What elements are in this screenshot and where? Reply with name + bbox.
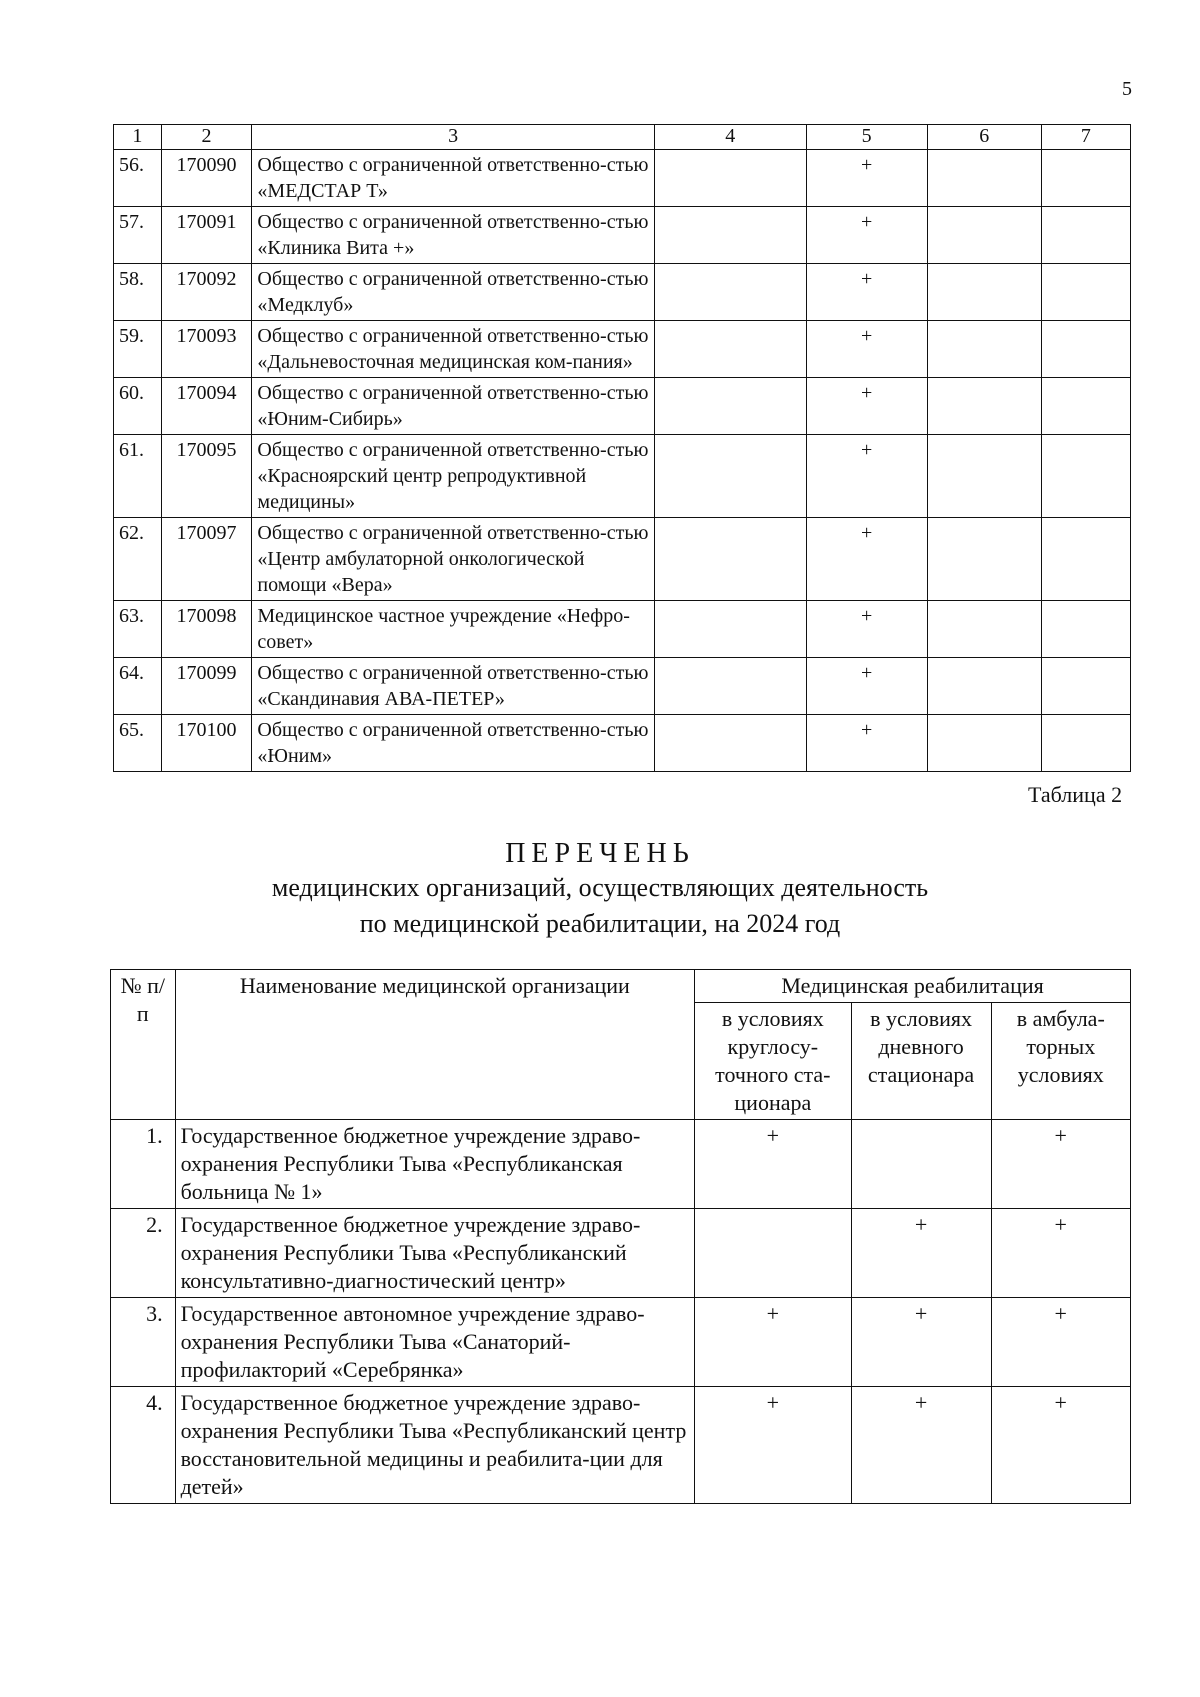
cell-col4	[654, 435, 806, 518]
org-name: Общество с ограниченной ответственно-стью «Юним-Сибирь»	[252, 378, 654, 435]
cell-col7	[1041, 264, 1130, 321]
cell-outpatient: +	[991, 1387, 1130, 1504]
table-row	[114, 207, 1131, 264]
org-name: Государственное бюджетное учреждение здраво-охранения Республики Тыва «Республиканская больница № 1»	[175, 1120, 695, 1209]
cell-col7	[1041, 150, 1130, 207]
table-row	[111, 1209, 1131, 1298]
org-code: 170093	[161, 321, 252, 378]
cell-col6	[927, 321, 1041, 378]
cell-col6	[927, 150, 1041, 207]
table-row	[114, 150, 1131, 207]
table-row	[114, 264, 1131, 321]
organizations-table-continued	[113, 124, 1131, 772]
list-subtitle-line-1: медицинских организаций, осуществляющих деятельность	[271, 873, 929, 902]
column-header-7: 7	[1041, 125, 1130, 150]
table-row	[114, 518, 1131, 601]
cell-col7	[1041, 378, 1130, 435]
row-number: 61.	[114, 435, 162, 518]
cell-day-hospital	[851, 1120, 991, 1209]
cell-inpatient: +	[695, 1387, 851, 1504]
cell-col4	[654, 264, 806, 321]
table-caption: Таблица 2	[1028, 782, 1123, 807]
row-number: 64.	[114, 658, 162, 715]
cell-col4	[654, 207, 806, 264]
org-code: 170090	[161, 150, 252, 207]
table-header-row	[114, 125, 1131, 150]
column-header-number: № п/п	[111, 970, 176, 1120]
cell-inpatient: +	[695, 1120, 851, 1209]
row-number: 56.	[114, 150, 162, 207]
org-code: 170098	[161, 601, 252, 658]
table-row	[114, 658, 1131, 715]
row-number: 65.	[114, 715, 162, 772]
cell-col5: +	[806, 264, 927, 321]
cell-col6	[927, 207, 1041, 264]
cell-col4	[654, 150, 806, 207]
column-header-4: 4	[654, 125, 806, 150]
row-number: 59.	[114, 321, 162, 378]
table-row	[111, 1387, 1131, 1504]
org-name: Медицинское частное учреждение «Нефро-совет»	[252, 601, 654, 658]
cell-col4	[654, 715, 806, 772]
table-row	[111, 1120, 1131, 1209]
cell-col4	[654, 518, 806, 601]
org-name: Общество с ограниченной ответственно-стью «Клиника Вита +»	[252, 207, 654, 264]
cell-inpatient	[695, 1209, 851, 1298]
cell-col6	[927, 601, 1041, 658]
cell-col7	[1041, 658, 1130, 715]
org-name: Общество с ограниченной ответственно-стью «МЕДСТАР Т»	[252, 150, 654, 207]
row-number: 2.	[111, 1209, 176, 1298]
org-name: Общество с ограниченной ответственно-стью «Центр амбулаторной онкологической помощи «Вера»	[252, 518, 654, 601]
cell-col5: +	[806, 518, 927, 601]
row-number: 3.	[111, 1298, 176, 1387]
column-header-outpatient: в амбула-торных условиях	[991, 1003, 1130, 1120]
org-name: Общество с ограниченной ответственно-стью «Дальневосточная медицинская ком-пания»	[252, 321, 654, 378]
table-row	[114, 715, 1131, 772]
org-code: 170092	[161, 264, 252, 321]
cell-col5: +	[806, 601, 927, 658]
org-code: 170094	[161, 378, 252, 435]
org-code: 170099	[161, 658, 252, 715]
column-header-rehabilitation: Медицинская реабилитация	[695, 970, 1131, 1003]
list-subtitle-line-2: по медицинской реабилитации, на 2024 год	[359, 909, 841, 938]
org-name: Общество с ограниченной ответственно-стью «Скандинавия АВА-ПЕТЕР»	[252, 658, 654, 715]
cell-col7	[1041, 321, 1130, 378]
column-header-name: Наименование медицинской организации	[175, 970, 695, 1120]
cell-col7	[1041, 601, 1130, 658]
cell-col6	[927, 378, 1041, 435]
org-code: 170095	[161, 435, 252, 518]
column-header-1: 1	[114, 125, 162, 150]
cell-col5: +	[806, 321, 927, 378]
table-row	[114, 435, 1131, 518]
cell-col4	[654, 321, 806, 378]
table-row	[114, 321, 1131, 378]
row-number: 57.	[114, 207, 162, 264]
org-name: Общество с ограниченной ответственно-стью «Медклуб»	[252, 264, 654, 321]
row-number: 62.	[114, 518, 162, 601]
cell-col5: +	[806, 207, 927, 264]
org-name: Общество с ограниченной ответственно-стью «Красноярский центр репродуктивной медицины»	[252, 435, 654, 518]
cell-day-hospital: +	[851, 1387, 991, 1504]
cell-col6	[927, 264, 1041, 321]
row-number: 60.	[114, 378, 162, 435]
org-code: 170097	[161, 518, 252, 601]
cell-col7	[1041, 518, 1130, 601]
org-name: Государственное автономное учреждение здраво-охранения Республики Тыва «Санаторий-профилакторий «Серебрянка»	[175, 1298, 695, 1387]
table-row	[111, 1298, 1131, 1387]
column-header-6: 6	[927, 125, 1041, 150]
cell-col4	[654, 378, 806, 435]
cell-day-hospital: +	[851, 1298, 991, 1387]
cell-col5: +	[806, 150, 927, 207]
table-header-row	[111, 970, 1131, 1003]
cell-col4	[654, 601, 806, 658]
cell-col6	[927, 715, 1041, 772]
org-code: 170091	[161, 207, 252, 264]
cell-col5: +	[806, 658, 927, 715]
cell-outpatient: +	[991, 1209, 1130, 1298]
column-header-inpatient: в условиях круглосу-точного ста-ционара	[695, 1003, 851, 1120]
cell-col7	[1041, 435, 1130, 518]
table-row	[114, 378, 1131, 435]
cell-inpatient: +	[695, 1298, 851, 1387]
column-header-3: 3	[252, 125, 654, 150]
row-number: 58.	[114, 264, 162, 321]
rehabilitation-organizations-table	[110, 969, 1131, 1504]
column-header-5: 5	[806, 125, 927, 150]
org-code: 170100	[161, 715, 252, 772]
page-number: 5	[1122, 78, 1132, 100]
cell-col7	[1041, 715, 1130, 772]
cell-col6	[927, 658, 1041, 715]
cell-day-hospital: +	[851, 1209, 991, 1298]
column-header-2: 2	[161, 125, 252, 150]
row-number: 63.	[114, 601, 162, 658]
list-subtitle	[0, 870, 1200, 942]
cell-col5: +	[806, 378, 927, 435]
cell-col5: +	[806, 715, 927, 772]
column-header-day-hospital: в условиях дневного стационара	[851, 1003, 991, 1120]
cell-col4	[654, 658, 806, 715]
table-row	[114, 601, 1131, 658]
cell-outpatient: +	[991, 1120, 1130, 1209]
cell-outpatient: +	[991, 1298, 1130, 1387]
org-name: Государственное бюджетное учреждение здраво-охранения Республики Тыва «Республиканский центр восстановительной медицины и реабилита-ции для детей»	[175, 1387, 695, 1504]
cell-col7	[1041, 207, 1130, 264]
row-number: 1.	[111, 1120, 176, 1209]
cell-col5: +	[806, 435, 927, 518]
org-name: Общество с ограниченной ответственно-стью «Юним»	[252, 715, 654, 772]
row-number: 4.	[111, 1387, 176, 1504]
cell-col6	[927, 435, 1041, 518]
list-title: ПЕРЕЧЕНЬ	[505, 838, 695, 869]
org-name: Государственное бюджетное учреждение здраво-охранения Республики Тыва «Республиканский консультативно-диагностический центр»	[175, 1209, 695, 1298]
cell-col6	[927, 518, 1041, 601]
